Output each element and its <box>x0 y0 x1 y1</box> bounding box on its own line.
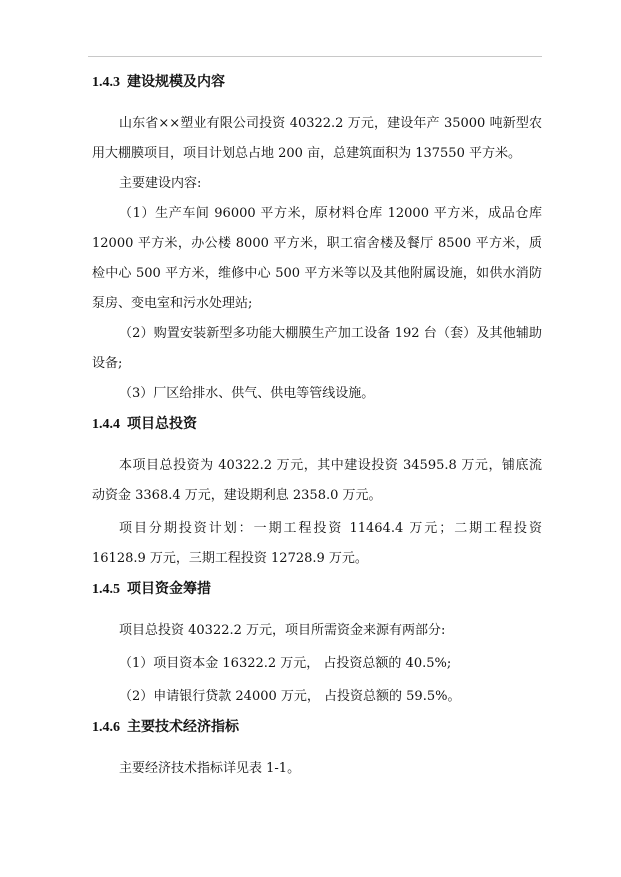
paragraph: 主要建设内容: <box>119 176 202 191</box>
paragraph: 项目分期投资计划：一期工程投资 11464.4 万元；二期工程投资 16128.9 万元，三期工程投资 12728.9 万元。 <box>92 521 542 566</box>
section-heading-1-4-3 <box>92 72 542 92</box>
list-item: （1）项目资本金 16322.2 万元， 占投资总额的 40.5%; <box>119 656 452 671</box>
list-item: （3）厂区给排水、供气、供电等管线设施。 <box>119 386 375 401</box>
paragraph: 山东省××塑业有限公司投资 40322.2 万元，建设年产 35000 吨新型农用大棚膜项目，项目计划总占地 200 亩，总建筑面积为 137550 平方米。 <box>92 116 542 161</box>
section-number: 1.4.4 <box>92 417 120 432</box>
header-rule <box>88 56 542 57</box>
section-number: 1.4.6 <box>92 720 120 735</box>
list-item: （2）购置安装新型多功能大棚膜生产加工设备 192 台（套）及其他辅助设备; <box>92 326 542 371</box>
section-title: 项目资金筹措 <box>127 581 211 597</box>
document-body <box>92 72 542 784</box>
section-title: 主要技术经济指标 <box>127 719 239 735</box>
section-title: 建设规模及内容 <box>127 74 225 90</box>
paragraph: 项目总投资 40322.2 万元，项目所需资金来源有两部分: <box>119 623 446 638</box>
section-heading-1-4-5 <box>92 579 542 599</box>
paragraph: 主要经济技术指标详见表 1-1。 <box>119 761 301 776</box>
section-heading-1-4-4 <box>92 414 542 434</box>
section-heading-1-4-6 <box>92 717 542 737</box>
section-number: 1.4.3 <box>92 75 120 90</box>
section-title: 项目总投资 <box>127 416 197 432</box>
list-item: （1）生产车间 96000 平方米，原材料仓库 12000 平方米，成品仓库 12000 平方米，办公楼 8000 平方米，职工宿舍楼及餐厅 8500 平方米，质检中心 500 平方米，维修中心 500 平方米等以及其他附属设施，如供水消防泵房、变电室和污水处理站; <box>92 206 542 311</box>
paragraph: 本项目总投资为 40322.2 万元，其中建设投资 34595.8 万元，铺底流动资金 3368.4 万元，建设期利息 2358.0 万元。 <box>92 458 542 503</box>
section-number: 1.4.5 <box>92 582 120 597</box>
list-item: （2）申请银行贷款 24000 万元， 占投资总额的 59.5%。 <box>119 689 461 704</box>
